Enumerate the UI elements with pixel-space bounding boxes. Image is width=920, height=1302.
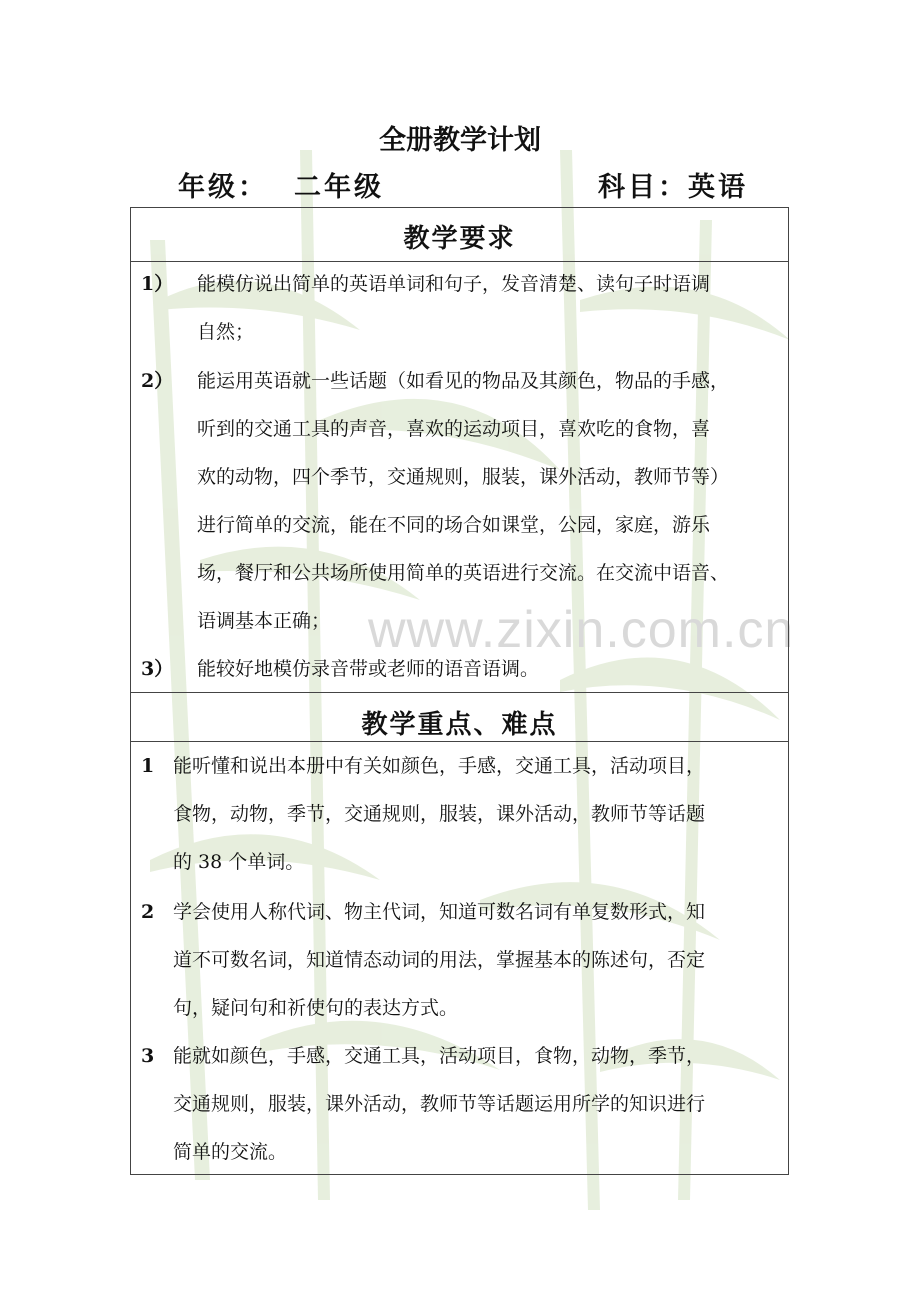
page-title: 全册教学计划: [379, 125, 541, 156]
text-line: 句，疑问句和祈使句的表达方式。: [173, 997, 459, 1019]
text-line: 能运用英语就一些话题（如看见的物品及其颜色，物品的手感，: [197, 370, 730, 392]
text-line: 交通规则，服装，课外活动，教师节等话题运用所学的知识进行: [173, 1093, 706, 1115]
text-line: 能听懂和说出本册中有关如颜色，手感，交通工具，活动项目，: [173, 755, 706, 777]
section-heading-requirements: 教学要求: [403, 224, 516, 254]
grade-value: 二年级: [294, 172, 384, 203]
item-number: 1）: [141, 273, 174, 295]
text-line: 能就如颜色，手感，交通工具，活动项目，食物，动物，季节，: [173, 1045, 706, 1067]
text-line: 食物，动物，季节，交通规则，服装，课外活动，教师节等话题: [173, 803, 706, 825]
item-number: 3）: [141, 658, 174, 680]
watermark-text: www.zixin.com.cn: [368, 601, 795, 659]
item-text: [197, 645, 785, 693]
text-line: 欢的动物，四个季节，交通规则，服装，课外活动，教师节等）: [197, 466, 730, 488]
item-number: 3: [141, 1045, 155, 1067]
subject-value: 英语: [688, 172, 748, 203]
text-line: 道不可数名词，知道情态动词的用法，掌握基本的陈述句，否定: [173, 949, 706, 971]
text-line: 进行简单的交流，能在不同的场合如课堂，公园，家庭，游乐: [197, 514, 711, 536]
item-text: [173, 1032, 785, 1176]
text-line: 能较好地模仿录音带或老师的语音语调。: [197, 658, 540, 680]
item-text: [197, 260, 785, 356]
item-number: 1: [141, 755, 155, 777]
item-number: 2）: [141, 370, 174, 392]
text-line: 简单的交流。: [173, 1141, 288, 1163]
section-heading-key-points: 教学重点、难点: [361, 710, 558, 740]
text-line: 语调基本正确；: [197, 610, 331, 632]
text-line: 自然；: [197, 321, 255, 343]
plan-table: [130, 207, 789, 1175]
grade-info: [178, 165, 384, 204]
subject-info: [598, 165, 748, 204]
text-line: 场，餐厅和公共场所使用简单的英语进行交流。在交流中语音、: [197, 562, 730, 584]
item-text: [173, 888, 785, 1032]
text-line: 的 38 个单词。: [173, 851, 305, 873]
grade-label: 年级：: [178, 172, 268, 203]
divider: [131, 692, 788, 693]
text-line: 听到的交通工具的声音，喜欢的运动项目，喜欢吃的食物，喜: [197, 418, 711, 440]
text-line: 学会使用人称代词、物主代词，知道可数名词有单复数形式，知: [173, 901, 706, 923]
item-text: [197, 357, 785, 645]
subject-label: 科目：: [598, 172, 688, 203]
text-line: 能模仿说出简单的英语单词和句子，发音清楚、读句子时语调: [197, 273, 711, 295]
item-text: [173, 742, 785, 886]
item-number: 2: [141, 901, 155, 923]
